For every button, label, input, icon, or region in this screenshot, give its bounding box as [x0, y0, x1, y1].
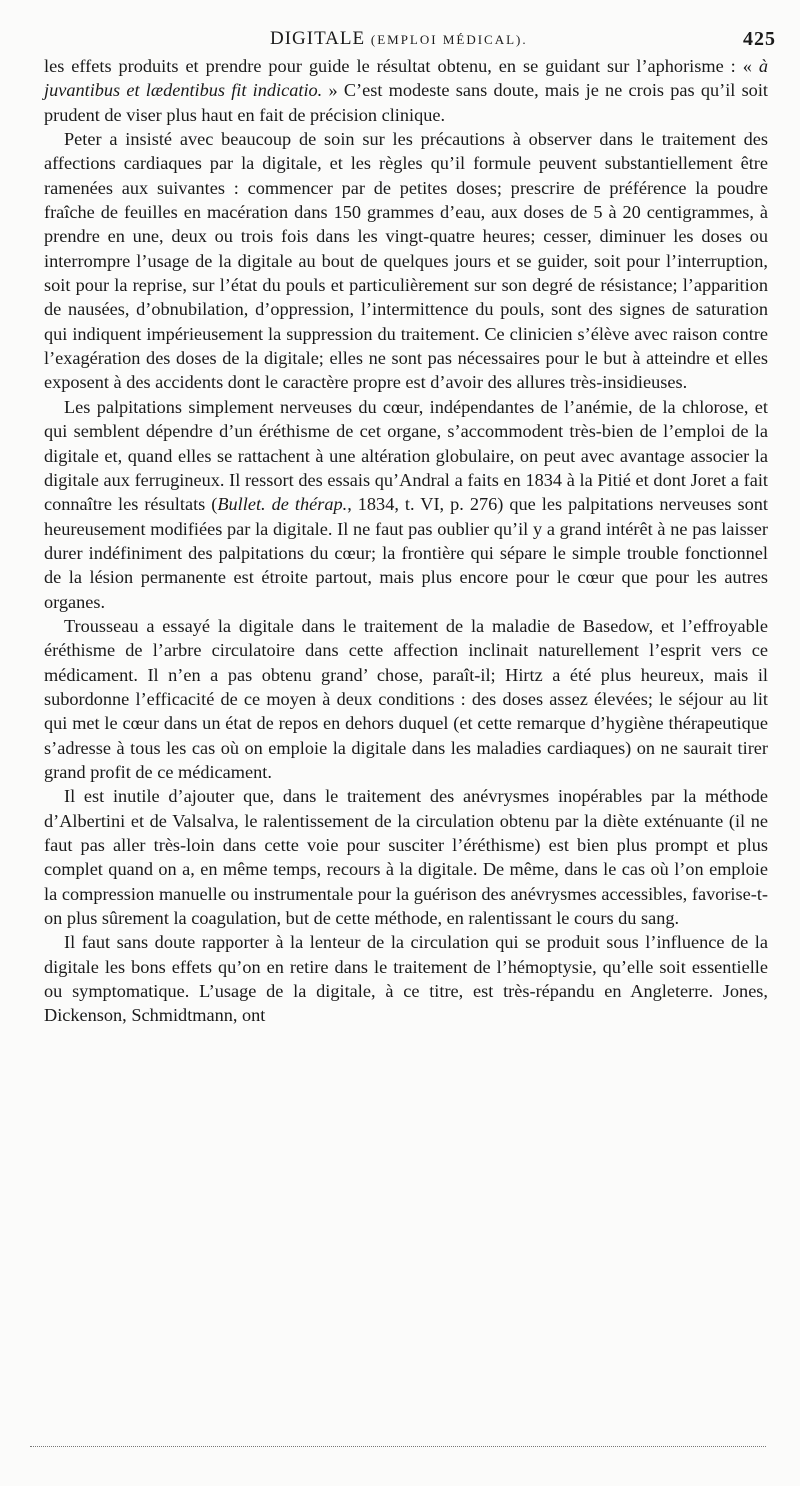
body-text — [44, 54, 768, 1028]
paragraph — [44, 395, 768, 614]
text-run: Les palpitations simplement nerveuses du cœur, indépendantes de l’anémie, de la chlorose, et qui semblent dépendre d’un éréthisme de cet organe, s’accommodent très-bien de l’emploi de la digitale et, quand elles se rattachent à une altération globulaire, on peut avec avantage associer la digitale aux ferrugineux. Il ressort des essais qu’Andral a faits en 1834 à la Pitié et dont Joret a fait connaître les résultats ( — [44, 396, 768, 515]
running-title-main: DIGITALE — [270, 28, 366, 49]
book-page — [44, 24, 776, 1028]
paragraph — [44, 127, 768, 395]
running-title — [270, 28, 528, 50]
paragraph — [44, 930, 768, 1027]
text-run: » C’est modeste sans doute, mais je ne crois pas qu’il soit prudent de viser plus haut en fait de précision clinique. — [44, 80, 768, 125]
italic-text: Bullet. de thérap. — [217, 494, 348, 515]
paragraph — [44, 784, 768, 930]
italic-text: à juvantibus et lædentibus fit indicatio. — [44, 56, 768, 101]
text-run: Peter a insisté avec beaucoup de soin sur les précautions à observer dans le traitement des affections cardiaques par la digitale, et les règles qu’il formule peuvent substantiellement être ramenées aux suivantes : commencer par de petites doses; prescrire de préférence la poudre fraîche de feuilles en macération dans 150 grammes d’eau, aux doses de 5 à 20 centigrammes, à prendre en une, deux ou trois fois dans les vingt-quatre heures; cesser, diminuer les doses ou interrompre l’usage de la digitale au bout de quelques jours et se guider, soit pour l’interruption, soit pour la reprise, sur l’état du pouls et particulièrement sur son degré de résistance; l’apparition de nausées, d’obnubilation, d’oppression, l’intermittence du pouls, sont des signes de saturation qui indiquent impérieusement la suppression du traitement. Ce clinicien s’élève avec raison contre l’exagération des doses de la digitale; elles ne sont pas nécessaires pour le but à atteindre et elles exposent à des accidents dont le caractère propre est d’avoir des allures très-insidieuses. — [44, 129, 768, 393]
text-run: , 1834, t. VI, p. 276) que les palpitations nerveuses sont heureusement modifiées par la digitale. Il ne faut pas oublier qu’il y a grand intérêt à ne pas laisser durer indéfiniment des palpitations du cœur; la frontière qui sépare le simple trouble fonctionnel de la lésion permanente est étroite partout, mais plus encore pour le cœur que pour les autres organes. — [44, 494, 768, 612]
text-run: Il est inutile d’ajouter que, dans le traitement des anévrysmes inopérables par la méthode d’Albertini et de Valsalva, le ralentissement de la circulation obtenu par la diète exténuante (il ne faut pas aller très-loin dans cette voie pour susciter l’éréthisme) est bien plus prompt et plus complet quand on a, en même temps, recours à la digitale. De même, dans le cas où l’on emploie la compression manuelle ou instrumentale pour la guérison des anévrysmes accessibles, favorise-t-on plus sûrement la coagulation, but de cette méthode, en ralentissant le cours du sang. — [44, 786, 768, 929]
paragraph — [44, 614, 768, 784]
text-run: Trousseau a essayé la digitale dans le traitement de la maladie de Basedow, et l’effroyable éréthisme de l’arbre circulatoire dans cette affection inclinait naturellement l’esprit vers ce médicament. Il n’en a pas obtenu grand’ chose, paraît-il; Hirtz a été plus heureux, mais il subordonne l’efficacité de ce moyen à deux conditions : des doses assez élevées; le séjour au lit qui met le cœur dans un état de repos en dehors duquel (et cette remarque d’hygiène thérapeutique s’adresse à tous les cas où on emploie la digitale dans les maladies cardiaques) on ne saurait tirer grand profit de ce médicament. — [44, 615, 768, 782]
running-head — [44, 24, 776, 54]
running-title-sub: (EMPLOI MÉDICAL). — [370, 32, 528, 47]
text-run: les effets produits et prendre pour guide le résultat obtenu, en se guidant sur l’aphorisme : « — [44, 56, 759, 76]
page-number: 425 — [743, 28, 776, 50]
text-run: Il faut sans doute rapporter à la lenteur de la circulation qui se produit sous l’influence de la digitale les bons effets qu’on en retire dans le traitement de l’hémoptysie, qu’elle soit essentielle ou symptomatique. L’usage de la digitale, à ce titre, est très-répandu en Angleterre. Jones, Dickenson, Schmidtmann, ont — [44, 932, 768, 1026]
footer-divider — [30, 1446, 766, 1447]
paragraph — [44, 54, 768, 127]
